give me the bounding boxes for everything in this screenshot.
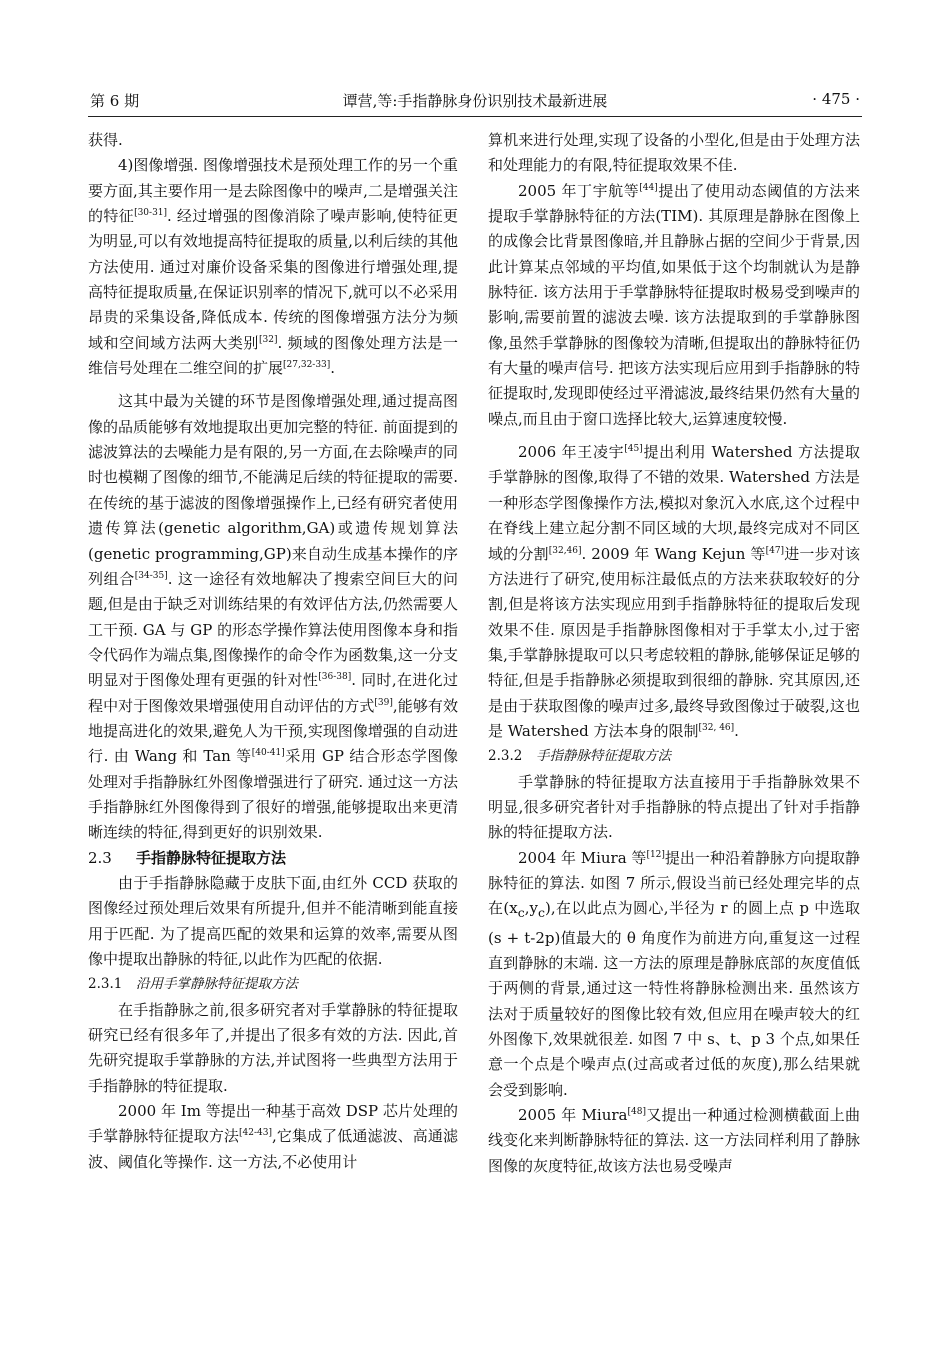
citation: [30-31] — [134, 208, 168, 219]
subscript: c — [517, 905, 525, 921]
paragraph: 2000 年 Im 等提出一种基于高效 DSP 芯片处理的手掌静脉特征提取方法[42-43],它集成了低通滤波、高通滤波、阈值化等操作. 这一方法,不必使用计 — [88, 1102, 458, 1171]
paragraph: 在手指静脉之前,很多研究者对手掌静脉的特征提取研究已经有很多年了,并提出了很多有效的方法. 因此,首先研究提取手掌静脉的方法,并试图将一些典型方法用于手指静脉的特征提取. — [88, 1000, 458, 1095]
citation: [45] — [624, 444, 643, 455]
paragraph: 这其中最为关键的环节是图像增强处理,通过提高图像的品质能够有效地提取出更加完整的特征. 前面提到的滤波算法的去噪能力是有限的,另一方面,在去除噪声的同时也模糊了图像的细节,不能满足后续的特征提取的需要. 在传统的基于滤波的图像增强操作上,已经有研究者使用遗传算法(genetic algorithm,GA)或遗传规划算法(genetic programming,GP)来自动生成基本操作的序列组合[34-35]. 这一途径有效地解决了搜索空间巨大的问题,但是由于缺乏对训练结果的有效评估方法,仍然需要人工干预. GA 与 GP 的形态学操作算法使用图像本身和指令代码作为端点集,图像操作的命令作为函数集,这一分支明显对于图像处理有更强的针对性[36-38]. 同时,在进化过程中对于图像效果增强使用自动评估的方式[39],能够有效地提高进化的效果,避免人为干预,实现图像增强的自动进行. 由 Wang 和 Tan 等[40-41]采用 GP 结合形态学图像处理对手指静脉红外图像增强进行了研究. 通过这一方法手指静脉红外图像得到了很好的增强,能够提取出来更清晰连续的特征,得到更好的识别效果. — [88, 392, 458, 842]
citation: [42-43] — [239, 1128, 272, 1139]
subsection-heading: 2.3.1 沿用手掌静脉特征提取方法 — [88, 976, 298, 993]
subscript: c — [537, 905, 545, 921]
running-title: 谭营,等:手指静脉身份识别技术最新进展 — [342, 92, 608, 110]
citation: [36-38] — [318, 672, 352, 683]
paragraph: 手掌静脉的特征提取方法直接用于手指静脉效果不明显,很多研究者针对手指静脉的特点提出了针对手指静脉的特征提取方法. — [488, 772, 860, 842]
left-column — [88, 128, 458, 1175]
section-heading: 2.3 手指静脉特征提取方法 — [88, 848, 287, 867]
paragraph: 由于手指静脉隐藏于皮肤下面,由红外 CCD 获取的图像经过预处理后效果有所提升,但并不能清晰到能直接用于匹配. 为了提高匹配的效果和运算的效率,需要从图像中提取出静脉的特征,以此作为匹配的依据. — [88, 873, 458, 968]
subsection-heading: 2.3.2 手指静脉特征提取方法 — [488, 748, 671, 765]
citation: [32] — [258, 334, 278, 345]
paragraph: 算机来进行处理,实现了设备的小型化,但是由于处理方法和处理能力的有限,特征提取效果不佳. — [488, 131, 860, 175]
citation: [39] — [374, 697, 393, 708]
issue-label: 第 6 期 — [90, 92, 140, 110]
citation: [32, 46] — [698, 722, 735, 733]
citation: [34-35] — [134, 570, 168, 581]
citation: [44] — [639, 182, 658, 193]
paragraph: 2004 年 Miura 等[12]提出一种沿着静脉方向提取静脉特征的算法. 如图 7 所示,假设当前已经处理完毕的点在$(x_c,y_c)$,在以此点为圆心,半径为 r 的圆上点 p 中选取(s + t-2p)值最大的 θ 角度作为前进方向,重复这一过程直到静脉的末端. 这一方法的原理是静脉底部的灰度值低于两侧的背景,通过这一特性将静脉检测出来. 虽然该方法对于质量较好的图像比较有效,但应用在噪声较大的红外图像下,效果就很差. 如图 7 中 s、t、p 3 个点,如果任意一个点是个噪声点(过高或者过低的灰度),那么结果就会受到影响. — [488, 848, 860, 1099]
citation: [40-41] — [251, 748, 285, 759]
running-header — [90, 90, 860, 114]
paragraph: 2005 年 Miura[48]又提出一种通过检测横截面上曲线变化来判断静脉特征的算法. 这一方法同样利用了静脉图像的灰度特征,故该方法也易受噪声 — [488, 1106, 860, 1175]
right-column — [488, 128, 860, 1179]
paragraph: 4)图像增强. 图像增强技术是预处理工作的另一个重要方面,其主要作用一是去除图像中的噪声,二是增强关注的特征[30-31]. 经过增强的图像消除了噪声影响,使特征更为明显,可以有效地提高特征提取的质量,以利后续的其他方法使用. 通过对廉价设备采集的图像进行增强处理,提高特征提取质量,在保证识别率的情况下,就可以不必采用昂贵的采集设备,降低成本. 传统的图像增强方法分为频域和空间域方法两大类别[32]. 频域的图像处理方法是一维信号处理在二维空间的扩展[27,32-33]. — [88, 156, 458, 378]
paragraph: 2005 年丁宇航等[44]提出了使用动态阈值的方法来提取手掌静脉特征的方法(TIM). 其原理是静脉在图像上的成像会比背景图像暗,并且静脉占据的空间少于背景,因此计算某点邻域的平均值,如果低于这个均制就认为是静脉特征. 该方法用于手掌静脉特征提取时极易受到噪声的影响,需要前置的滤波去噪. 该方法提取到的手掌静脉图像,虽然手掌静脉的图像较为清晰,但提取出的静脉特征仍有大量的噪声信号. 把该方法实现后应用到手指静脉的特征提取时,发现即使经过平滑滤波,最终结果仍然有大量的噪点,而且由于窗口选择比较大,运算速度较慢. — [488, 181, 860, 428]
citation: [12] — [646, 849, 665, 860]
paragraph: 获得. — [88, 131, 123, 149]
header-rule — [88, 116, 862, 117]
citation: [27,32-33] — [283, 360, 331, 371]
citation: [32,46] — [548, 545, 582, 556]
citation: [47] — [765, 545, 785, 556]
citation: [48] — [627, 1107, 646, 1118]
page-number: · 475 · — [812, 90, 860, 108]
paragraph: 2006 年王凌宇[45]提出利用 Watershed 方法提取手掌静脉的图像,取得了不错的效果. Watershed 方法是一种形态学图像操作方法,模拟对象沉入水底,这个过程中在脊线上建立起分割不同区域的大坝,最终完成对不同区域的分割[32,46]. 2009 年 Wang Kejun 等[47]进一步对该方法进行了研究,使用标注最低点的方法来获取较好的分割,但是将该方法实现应用到手指静脉特征的提取后发现效果不佳. 原因是手指静脉图像相对于手掌太小,过于密集,手掌静脉提取可以只考虑较粗的静脉,能够保证足够的特征,但是手指静脉必须提取到很细的静脉. 究其原因,还是由于获取图像的噪声过多,最终导致图像过于破裂,这也是 Watershed 方法本身的限制[32, 46]. — [488, 443, 860, 740]
